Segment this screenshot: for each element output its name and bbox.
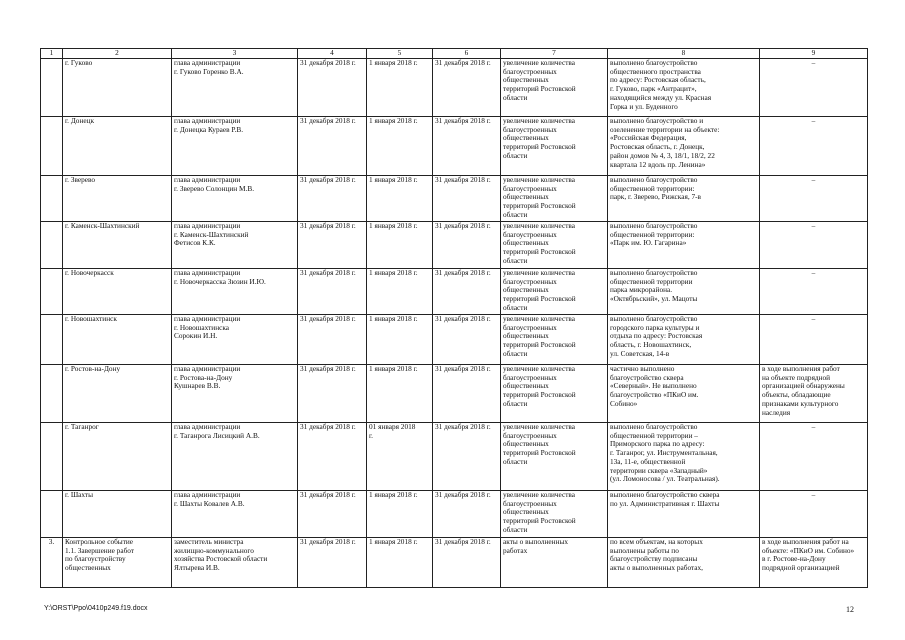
row-number xyxy=(41,117,63,176)
actual-end-date: 31 декабря 2018 г. xyxy=(433,222,501,269)
deviation-reason: – xyxy=(760,269,868,315)
expected-result: акты о выполненных работах xyxy=(501,538,608,588)
deviation-reason: – xyxy=(760,59,868,117)
responsible-person: глава администрации г. Гуково Горенко В.А. xyxy=(172,59,298,117)
actual-result: частично выполнено благоустройство сквера «Северный». Не выполнено благоустройство «ПКиО им. Собино» xyxy=(608,365,760,423)
plan-end-date: 31 декабря 2018 г. xyxy=(298,117,367,176)
header-cell: 8 xyxy=(608,49,760,59)
plan-end-date: 31 декабря 2018 г. xyxy=(298,269,367,315)
expected-result: увеличение количества благоустроенных общественных территорий Ростовской области xyxy=(501,269,608,315)
expected-result: увеличение количества благоустроенных общественных территорий Ростовской области xyxy=(501,423,608,491)
responsible-person: глава администрации г. Новошахтинска Сорокин И.Н. xyxy=(172,315,298,365)
expected-result: увеличение количества благоустроенных общественных территорий Ростовской области xyxy=(501,176,608,222)
table-row xyxy=(41,315,868,365)
row-number xyxy=(41,365,63,423)
actual-result: выполнено благоустройство общественной территории: «Парк им. Ю. Гагарина» xyxy=(608,222,760,269)
municipality-name: г. Новочеркасск xyxy=(63,269,172,315)
deviation-reason: – xyxy=(760,117,868,176)
deviation-reason: – xyxy=(760,222,868,269)
row-number xyxy=(41,59,63,117)
municipality-name: г. Таганрог xyxy=(63,423,172,491)
header-cell: 9 xyxy=(760,49,868,59)
municipality-name: г. Новошахтинск xyxy=(63,315,172,365)
actual-start-date: 1 января 2018 г. xyxy=(367,491,433,538)
actual-result: выполнено благоустройство и озеленение территории на объекте: «Российская Федерация, Ростовская область, г. Донецк, район домов № 4, 3, 18/1, 18/2, 22 квартала 12 вдоль пр. Ленина» xyxy=(608,117,760,176)
header-cell: 2 xyxy=(63,49,172,59)
expected-result: увеличение количества благоустроенных общественных территорий Ростовской области xyxy=(501,365,608,423)
row-number xyxy=(41,315,63,365)
table-row xyxy=(41,269,868,315)
table-row xyxy=(41,222,868,269)
header-cell: 3 xyxy=(172,49,298,59)
header-cell: 1 xyxy=(41,49,63,59)
header-cell: 7 xyxy=(501,49,608,59)
plan-end-date: 31 декабря 2018 г. xyxy=(298,538,367,588)
table-row xyxy=(41,365,868,423)
actual-end-date: 31 декабря 2018 г. xyxy=(433,491,501,538)
responsible-person: глава администрации г. Таганрога Лисицкий А.В. xyxy=(172,423,298,491)
municipality-name: г. Зверево xyxy=(63,176,172,222)
expected-result: увеличение количества благоустроенных общественных территорий Ростовской области xyxy=(501,491,608,538)
actual-start-date: 1 января 2018 г. xyxy=(367,365,433,423)
expected-result: увеличение количества благоустроенных общественных территорий Ростовской области xyxy=(501,59,608,117)
plan-end-date: 31 декабря 2018 г. xyxy=(298,365,367,423)
header-cell: 4 xyxy=(298,49,367,59)
document-path: Y:\ORST\Ppo\0410p249.f19.docx xyxy=(44,605,148,612)
actual-end-date: 31 декабря 2018 г. xyxy=(433,315,501,365)
plan-end-date: 31 декабря 2018 г. xyxy=(298,222,367,269)
expected-result: увеличение количества благоустроенных общественных территорий Ростовской области xyxy=(501,117,608,176)
responsible-person: глава администрации г. Новочеркасска Зюзин И.Ю. xyxy=(172,269,298,315)
page-number: 12 xyxy=(846,605,854,614)
responsible-person: глава администрации г. Шахты Ковалев А.В. xyxy=(172,491,298,538)
table-row xyxy=(41,538,868,588)
report-table xyxy=(40,48,868,588)
actual-end-date: 31 декабря 2018 г. xyxy=(433,365,501,423)
row-number: 3. xyxy=(41,538,63,588)
municipality-name: г. Гуково xyxy=(63,59,172,117)
header-cell: 6 xyxy=(433,49,501,59)
actual-start-date: 1 января 2018 г. xyxy=(367,176,433,222)
responsible-person: глава администрации г. Зверево Солонцин М.В. xyxy=(172,176,298,222)
responsible-person: глава администрации г. Ростова-на-Дону Кушнарев В.В. xyxy=(172,365,298,423)
table-row xyxy=(41,423,868,491)
actual-start-date: 1 января 2018 г. xyxy=(367,315,433,365)
municipality-name: г. Ростов-на-Дону xyxy=(63,365,172,423)
actual-end-date: 31 декабря 2018 г. xyxy=(433,59,501,117)
expected-result: увеличение количества благоустроенных общественных территорий Ростовской области xyxy=(501,315,608,365)
actual-result: выполнено благоустройство общественной территории: парк, г. Зверево, Рижская, 7-в xyxy=(608,176,760,222)
deviation-reason: – xyxy=(760,176,868,222)
expected-result: увеличение количества благоустроенных общественных территорий Ростовской области xyxy=(501,222,608,269)
plan-end-date: 31 декабря 2018 г. xyxy=(298,176,367,222)
header-cell: 5 xyxy=(367,49,433,59)
responsible-person: заместитель министра жилищно-коммунального хозяйства Ростовской области Ялтырева И.В. xyxy=(172,538,298,588)
plan-end-date: 31 декабря 2018 г. xyxy=(298,315,367,365)
actual-end-date: 31 декабря 2018 г. xyxy=(433,176,501,222)
actual-start-date: 1 января 2018 г. xyxy=(367,222,433,269)
municipality-name: г. Шахты xyxy=(63,491,172,538)
plan-end-date: 31 декабря 2018 г. xyxy=(298,59,367,117)
actual-result: выполнено благоустройство общественной территории парка микрорайона. «Октябрьский», ул. Мацоты xyxy=(608,269,760,315)
municipality-name: Контрольное событие 1.1. Завершение работ по благоустройству общественных xyxy=(63,538,172,588)
actual-result: выполнено благоустройство городского парка культуры и отдыха по адресу: Ростовская область, г. Новошахтинск, ул. Советская, 14-в xyxy=(608,315,760,365)
deviation-reason: – xyxy=(760,491,868,538)
deviation-reason: в ходе выполнения работ на объекте подрядной организацией обнаружены объекты, обладающие признаками культурного наследия xyxy=(760,365,868,423)
row-number xyxy=(41,423,63,491)
actual-result: выполнено благоустройство общественной территории – Приморского парка по адресу: г. Таганрог, ул. Инструментальная, 13а, 11-е, общественной территории сквера «Западный» (ул. Ломоносова / ул. Театральная). xyxy=(608,423,760,491)
deviation-reason: – xyxy=(760,423,868,491)
actual-end-date: 31 декабря 2018 г. xyxy=(433,117,501,176)
actual-end-date: 31 декабря 2018 г. xyxy=(433,269,501,315)
actual-result: выполнено благоустройство общественного пространства по адресу: Ростовская область, г. Гуково, парк «Антрацит», находящийся между ул. Красная Горка и ул. Буденного xyxy=(608,59,760,117)
row-number xyxy=(41,176,63,222)
actual-start-date: 01 января 2018 г. xyxy=(367,423,433,491)
plan-end-date: 31 декабря 2018 г. xyxy=(298,423,367,491)
row-number xyxy=(41,222,63,269)
responsible-person: глава администрации г. Каменск-Шахтинский Фетисов К.К. xyxy=(172,222,298,269)
row-number xyxy=(41,491,63,538)
actual-start-date: 1 января 2018 г. xyxy=(367,269,433,315)
header-row xyxy=(41,49,868,59)
table-row xyxy=(41,117,868,176)
actual-start-date: 1 января 2018 г. xyxy=(367,59,433,117)
table-row xyxy=(41,491,868,538)
plan-end-date: 31 декабря 2018 г. xyxy=(298,491,367,538)
municipality-name: г. Донецк xyxy=(63,117,172,176)
responsible-person: глава администрации г. Донецка Кураев Р.В. xyxy=(172,117,298,176)
actual-result: выполнено благоустройство сквера по ул. Административная г. Шахты xyxy=(608,491,760,538)
table-row xyxy=(41,59,868,117)
deviation-reason: – xyxy=(760,315,868,365)
actual-start-date: 1 января 2018 г. xyxy=(367,538,433,588)
deviation-reason: в ходе выполнения работ на объекте: «ПКиО им. Собино» в г. Ростове-на-Дону подрядной организацией xyxy=(760,538,868,588)
municipality-name: г. Каменск-Шахтинский xyxy=(63,222,172,269)
actual-start-date: 1 января 2018 г. xyxy=(367,117,433,176)
actual-end-date: 31 декабря 2018 г. xyxy=(433,538,501,588)
actual-end-date: 31 декабря 2018 г. xyxy=(433,423,501,491)
actual-result: по всем объектам, на которых выполнены работы по благоустройству подписаны акты о выполненных работах, xyxy=(608,538,760,588)
table-row xyxy=(41,176,868,222)
row-number xyxy=(41,269,63,315)
